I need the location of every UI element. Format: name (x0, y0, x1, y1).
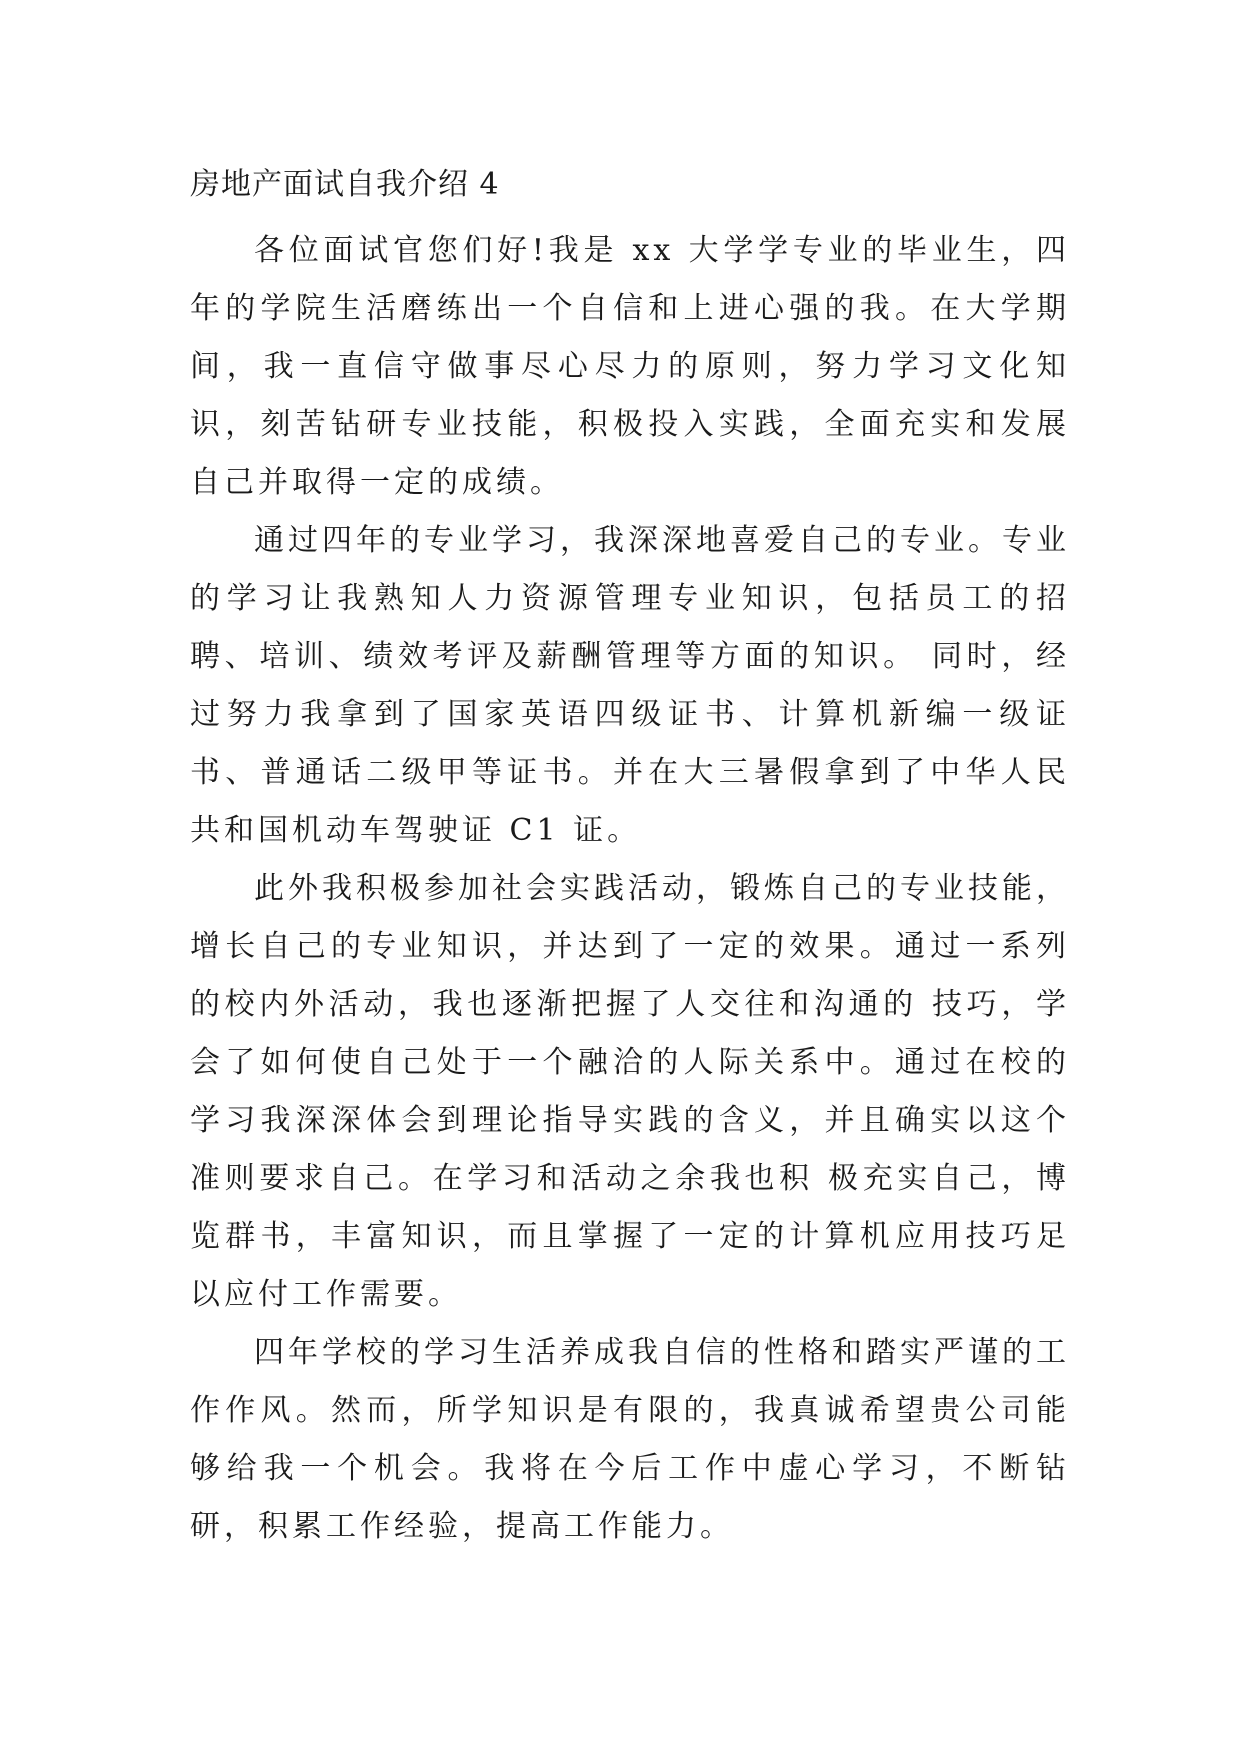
document-title: 房地产面试自我介绍 4 (190, 167, 500, 202)
paragraph-4: 四年学校的学习生活养成我自信的性格和踏实严谨的工作作风。然而，所学知识是有限的，我真诚希望贵公司能够给我一个机会。我将在今后工作中虚心学习，不断钻研，积累工作经验，提高工作能力。 (190, 1335, 1070, 1544)
document-body (190, 222, 1070, 1556)
paragraph-1: 各位面试官您们好!我是 xx 大学学专业的毕业生，四年的学院生活磨练出一个自信和上进心强的我。在大学期间，我一直信守做事尽心尽力的原则，努力学习文化知识，刻苦钻研专业技能，积极投入实践，全面充实和发展自己并取得一定的成绩。 (190, 233, 1070, 500)
paragraph-3: 此外我积极参加社会实践活动，锻炼自己的专业技能，增长自己的专业知识，并达到了一定的效果。通过一系列的校内外活动，我也逐渐把握了人交往和沟通的 技巧，学会了如何使自己处于一个融洽的人际关系中。通过在校的学习我深深体会到理论指导实践的含义，并且确实以这个准则要求自己。在学习和活动之余我也积 极充实自己，博览群书，丰富知识，而且掌握了一定的计算机应用技巧足以应付工作需要。 (190, 871, 1070, 1312)
paragraph-2: 通过四年的专业学习，我深深地喜爱自己的专业。专业的学习让我熟知人力资源管理专业知识，包括员工的招聘、培训、绩效考评及薪酬管理等方面的知识。 同时，经过努力我拿到了国家英语四级证书、计算机新编一级证书、普通话二级甲等证书。并在大三暑假拿到了中华人民共和国机动车驾驶证 C1 证。 (190, 523, 1070, 848)
